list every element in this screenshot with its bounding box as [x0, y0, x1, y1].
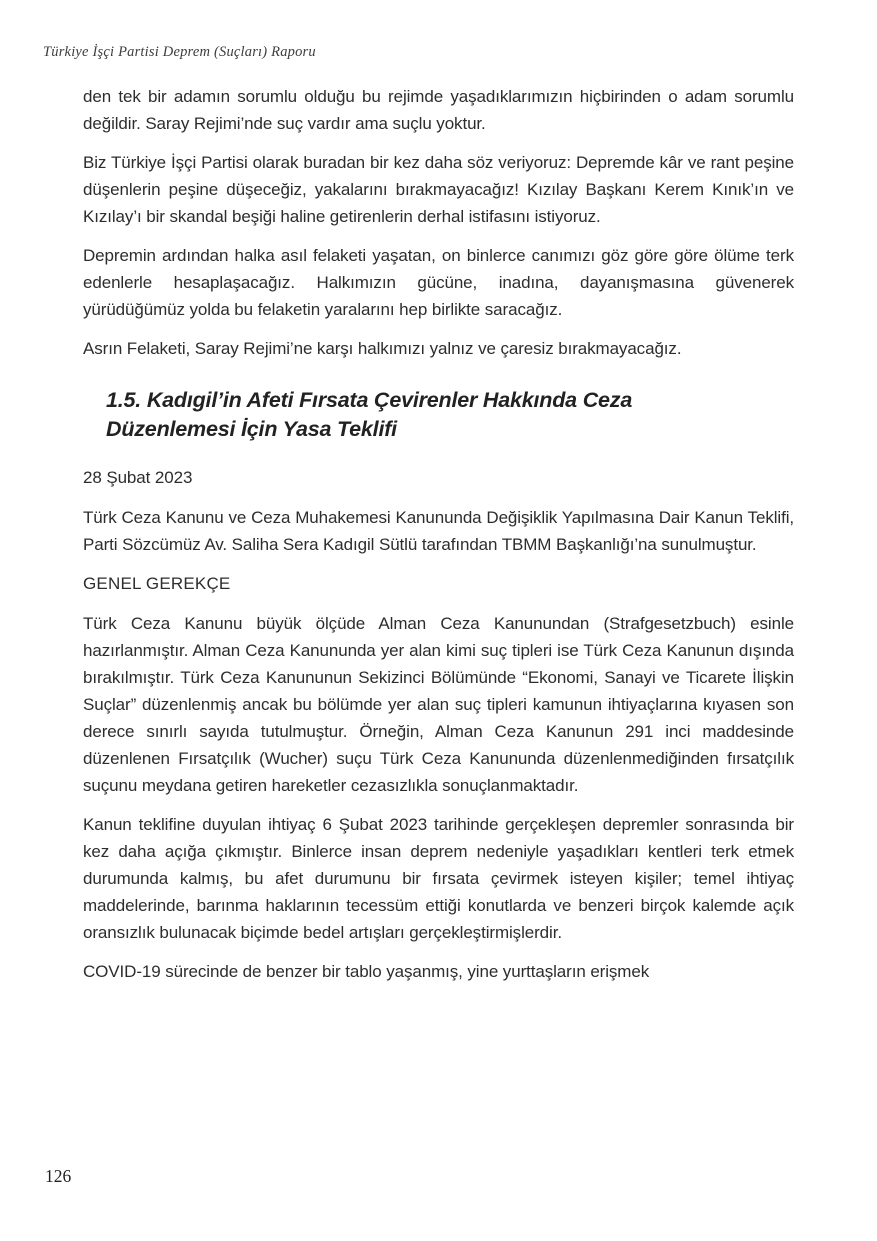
date-line: 28 Şubat 2023 — [83, 468, 193, 487]
paragraph-covid: COVID-19 sürecinde de benzer bir tablo yaşanmış, yine yurttaşların erişmek — [83, 962, 650, 981]
page-content — [83, 83, 794, 997]
paragraph-continuation: den tek bir adamın sorumlu olduğu bu rejimde yaşadıklarımızın hiçbirinden o adam sorumlu değildir. Saray Rejimi’nde suç vardır ama suçlu yoktur. — [83, 87, 794, 133]
paragraph-law-proposal: Türk Ceza Kanunu ve Ceza Muhakemesi Kanununda Değişiklik Yapılmasına Dair Kanun Teklifi, Parti Sözcümüz Av. Saliha Sera Kadıgil Sütlü tarafından TBMM Başkanlığı’na sunulmuştur. — [83, 508, 794, 554]
running-header: Türkiye İşçi Partisi Deprem (Suçları) Raporu — [43, 44, 316, 60]
subsection-heading-genel-gerekce: GENEL GEREKÇE — [83, 574, 231, 593]
paragraph-promise: Biz Türkiye İşçi Partisi olarak buradan bir kez daha söz veriyoruz: Depremde kâr ve rant peşine düşenlerin peşine düşeceğiz, yakalarını bırakmayacağız! Kızılay Başkanı Kerem Kınık’ın ve Kızılay’ı bir skandal beşiği haline getirenlerin derhal istifasını istiyoruz. — [83, 153, 794, 226]
paragraph-earthquake-need: Kanun teklifine duyulan ihtiyaç 6 Şubat 2023 tarihinde gerçekleşen depremler sonrasında bir kez daha açığa çıkmıştır. Binlerce insan deprem nedeniyle yaşadıkları kentleri terk etmek durumunda kalmış, bu afet durumunu bir fırsata çevirmek isteyen kişiler; temel ihtiyaç maddelerinde, barınma haklarının tecessüm ettiği konutlarda ve benzeri birçok kalemde açık oransızlık bulunacak biçimde bedel artışları gerçekleştirmişlerdir. — [83, 815, 794, 942]
paragraph-german-penal-code: Türk Ceza Kanunu büyük ölçüde Alman Ceza Kanunundan (Strafgesetzbuch) esinle hazırlanmıştır. Alman Ceza Kanununda yer alan kimi suç tipleri ise Türk Ceza Kanunun dışında bırakılmıştır. Türk Ceza Kanununun Sekizinci Bölümünde “Ekonomi, Sanayi ve Ticarete İlişkin Suçlar” düzenlenmiş ancak bu bölümde yer alan suç tipleri kamunun ihtiyaçlarına kıyasen son derece sınırlı sayıda tutulmuştur. Örneğin, Alman Ceza Kanunun 291 inci maddesinde düzenlenen Fırsatçılık (Wucher) suçu Türk Ceza Kanununda düzenlenmediğinden fırsatçılık suçunu meydana getiren hareketler cezasızlıkla sonuçlanmaktadır. — [83, 614, 794, 795]
paragraph-asrin-felaketi: Asrın Felaketi, Saray Rejimi’ne karşı halkımızı yalnız ve çaresiz bırakmayacağız. — [83, 339, 682, 358]
paragraph-reckoning: Depremin ardından halka asıl felaketi yaşatan, on binlerce canımızı göz göre göre ölüme terk edenlerle hesaplaşacağız. Halkımızın gücüne, inadına, dayanışmasına güvenerek yürüdüğümüz yolda bu felaketin yaralarını hep birlikte saracağız. — [83, 246, 794, 319]
section-heading: 1.5. Kadıgil’in Afeti Fırsata Çevirenler Hakkında Ceza Düzenlemesi İçin Yasa Teklifi — [106, 388, 633, 441]
page-number: 126 — [45, 1166, 72, 1186]
